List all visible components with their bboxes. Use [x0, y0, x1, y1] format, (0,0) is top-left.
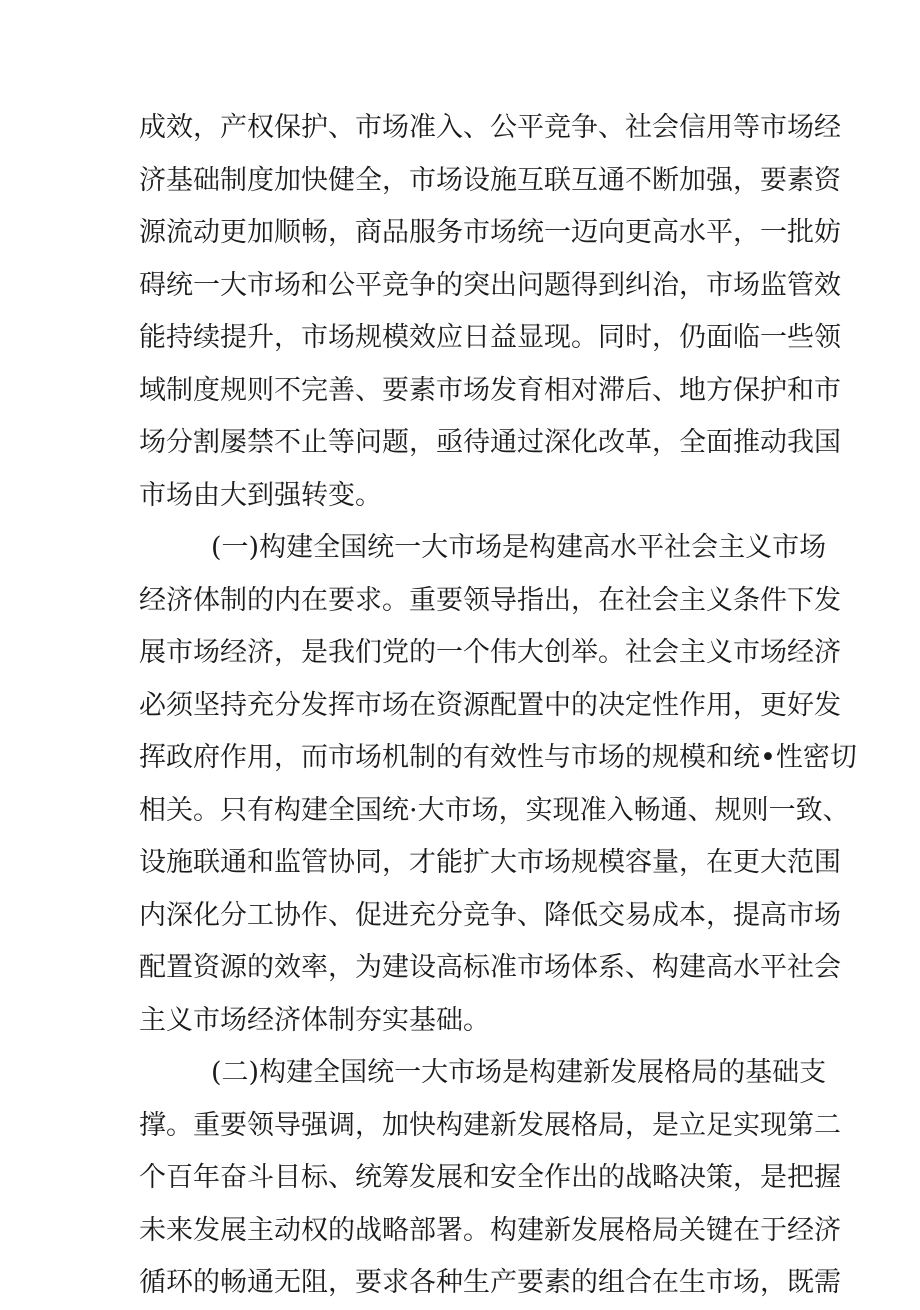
text-line: 个百年奋斗目标、统筹发展和安全作出的战略决策，是把握	[139, 1162, 841, 1193]
text-line: 设施联通和监管协同，才能扩大市场规模容量，在更大范围	[139, 847, 841, 878]
paragraph-one	[139, 522, 857, 1047]
text-line: 场分割屡禁不止等问题，亟待通过深化改革，全面推动我国	[139, 427, 841, 458]
text-line: 主义市场经济体制夯实基础。	[139, 1004, 490, 1036]
text-line: 挥政府作用，而市场机制的有效性与市场的规模和统•性密切	[139, 742, 857, 773]
text-line: 展市场经济，是我们党的一个伟大创举。社会主义市场经济	[139, 637, 841, 668]
document-body	[139, 102, 857, 1310]
text-line: 市场由大到强转变。	[139, 479, 382, 511]
text-line: 未来发展主动权的战略部署。构建新发展格局关键在于经济	[139, 1214, 841, 1246]
text-line: 相关。只有构建全国统·大市场，实现准入畅通、规则一致、	[139, 794, 850, 826]
text-line: 撑。重要领导强调，加快构建新发展格局，是立足实现第二	[139, 1109, 841, 1141]
text-line: 经济体制的内在要求。重要领导指出，在社会主义条件下发	[139, 584, 841, 616]
text-line: (一)构建全国统一大市场是构建高水平社会主义市场	[211, 532, 827, 563]
text-line: 碍统一大市场和公平竞争的突出问题得到纠治，市场监管效	[139, 269, 841, 301]
paragraph-continuation	[139, 102, 841, 522]
text-line: 域制度规则不完善、要素市场发育相对滞后、地方保护和市	[139, 374, 841, 406]
text-line: 源流动更加顺畅，商品服务市场统一迈向更高水平，一批妨	[139, 217, 841, 248]
text-line: 能持续提升，市场规模效应日益显现。同时，仍面临一些领	[139, 322, 841, 353]
text-line: (二)构建全国统一大市场是构建新发展格局的基础支	[211, 1057, 827, 1088]
text-line: 必须坚持充分发挥市场在资源配置中的决定性作用，更好发	[139, 689, 841, 721]
text-line: 济基础制度加快健全，市场设施互联互通不断加强，要素资	[139, 164, 841, 196]
text-line: 内深化分工协作、促进充分竞争、降低交易成本，提高市场	[139, 899, 841, 931]
text-line: 成效，产权保护、市场准入、公平竞争、社会信用等市场经	[139, 112, 841, 143]
text-line: 配置资源的效率，为建设高标准市场体系、构建高水平社会	[139, 952, 841, 983]
paragraph-two	[139, 1047, 841, 1310]
text-line: 循环的畅通无阻，要求各种生产要素的组合在生市场，既需	[139, 1267, 841, 1298]
